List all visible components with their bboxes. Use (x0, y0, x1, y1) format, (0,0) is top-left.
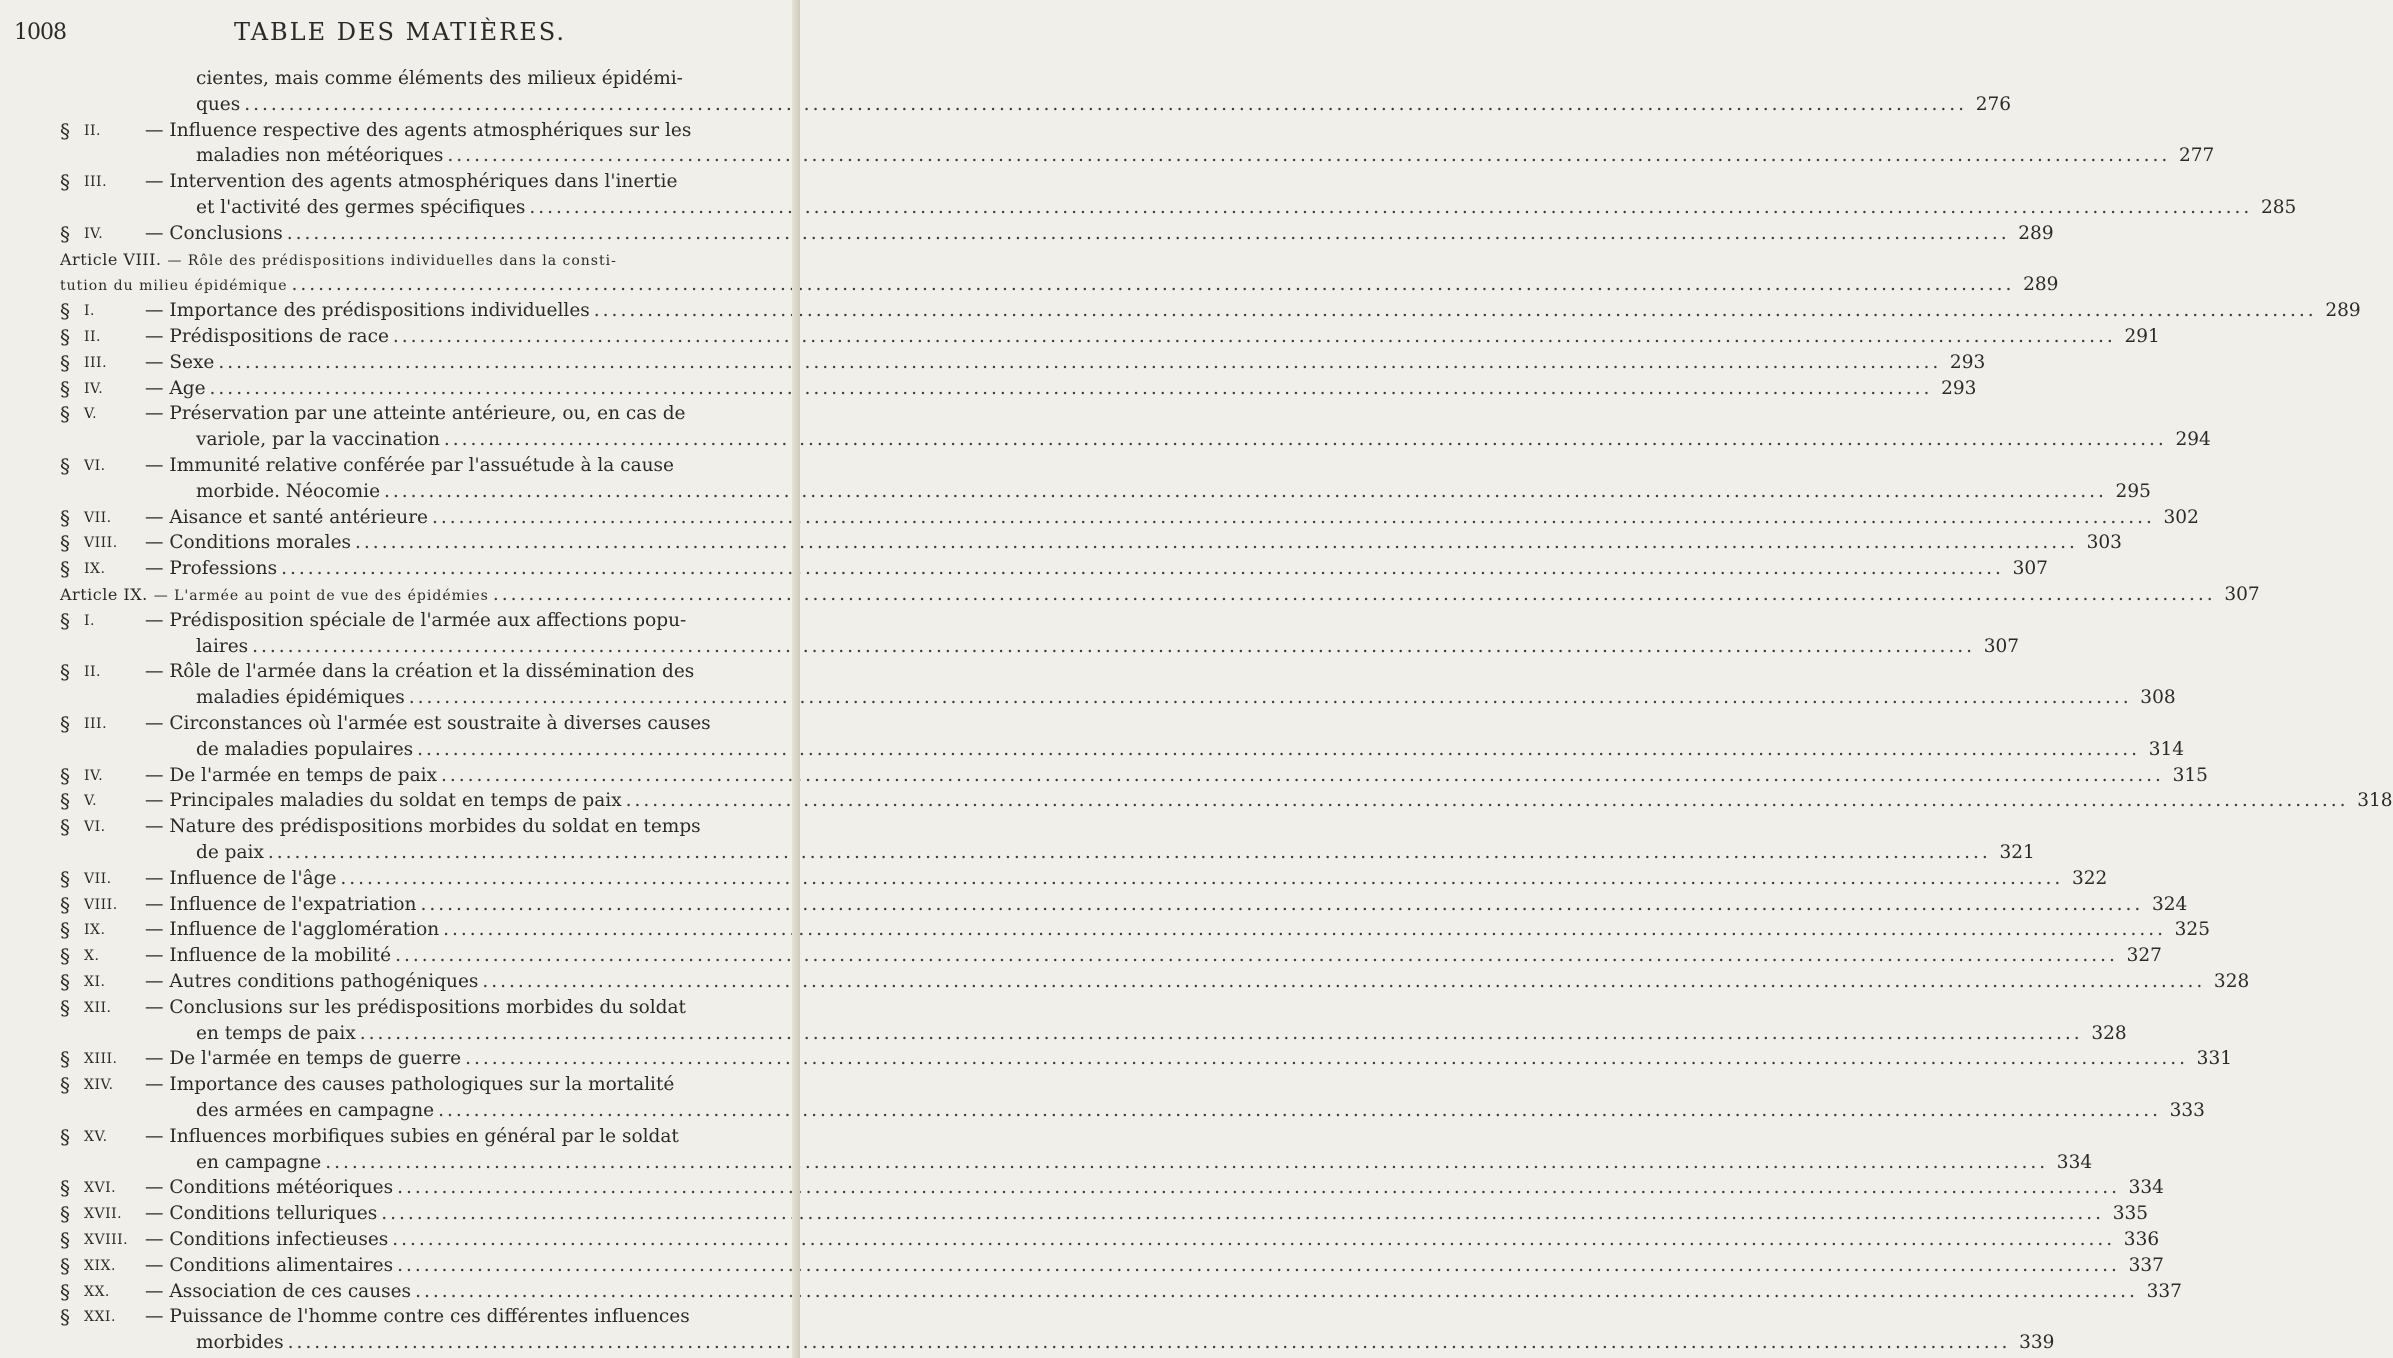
page-ref: 339 (2019, 1332, 2055, 1354)
entry-text: — Importance des causes pathologiques sur la mortalité (145, 1074, 675, 1096)
section-symbol: § (60, 918, 70, 943)
entry-text: maladies non météoriques (196, 145, 444, 167)
entry-text: en campagne (196, 1151, 322, 1173)
section-symbol: § (60, 505, 70, 530)
entry-text: et l'activité des germes spécifiques (196, 197, 526, 218)
page-ref: 307 (2224, 584, 2260, 605)
entry-text: — Intervention des agents atmosphériques dans l'inertie (145, 171, 678, 193)
entry-text: — Conditions alimentaires (145, 1254, 394, 1276)
toc-entry (0, 814, 790, 840)
dot-leader (444, 427, 2167, 453)
section-number: XI. (84, 974, 106, 990)
entry-text: morbides (196, 1332, 284, 1354)
toc-entry (0, 892, 2188, 918)
entry-text: — Autres conditions pathogéniques (145, 971, 479, 992)
dot-leader (397, 1253, 2120, 1279)
section-number: IX. (84, 561, 106, 578)
toc-entry (0, 1201, 2149, 1227)
toc-entry (0, 995, 790, 1021)
entry-text: laires (196, 635, 249, 657)
section-number: XII. (84, 999, 112, 1016)
page-ref: 327 (2126, 945, 2162, 967)
page-number: 1008 (14, 20, 66, 45)
dot-leader (441, 763, 2164, 789)
page-ref: 315 (2172, 764, 2208, 786)
section-symbol: § (60, 815, 70, 840)
section-symbol: § (60, 1253, 70, 1278)
entry-text: — Prédispositions de race (145, 326, 389, 347)
toc-entry (0, 582, 2260, 608)
dot-leader (465, 1046, 2188, 1072)
section-symbol: § (60, 1047, 70, 1072)
section-number: XV. (84, 1128, 108, 1145)
entry-text: — Aisance et santé antérieure (145, 506, 428, 528)
entry-text: variole, par la vaccination (196, 429, 440, 451)
section-number: IV. (84, 225, 104, 242)
section-number: IX. (84, 922, 106, 939)
page-ref: 293 (1949, 351, 1986, 373)
toc-entry (0, 505, 2199, 531)
section-number: III. (84, 716, 108, 732)
section-symbol: § (60, 350, 70, 375)
page-ref: 325 (2174, 919, 2210, 941)
toc-entry (0, 763, 2208, 789)
entry-text: morbide. Néocomie (196, 480, 381, 502)
section-symbol: § (60, 1124, 70, 1149)
section-number: VIII. (84, 896, 118, 913)
entry-text: maladies épidémiques (196, 687, 405, 709)
entry-text: — Influence de l'âge (145, 867, 337, 889)
dot-leader (384, 479, 2107, 505)
toc-entry (0, 401, 790, 427)
section-symbol: § (60, 1305, 70, 1330)
dot-leader (288, 1330, 2011, 1356)
section-symbol: § (60, 712, 70, 736)
toc-entry (0, 298, 2361, 324)
section-symbol: § (60, 892, 70, 917)
toc-entry (0, 247, 790, 273)
entry-text: — De l'armée en temps de paix (145, 764, 438, 786)
toc-entry (0, 1150, 2093, 1176)
section-symbol: § (60, 1279, 70, 1304)
section-number: XX. (84, 1283, 110, 1300)
page-ref: 337 (2146, 1280, 2182, 1302)
section-number: I. (84, 303, 95, 320)
section-number: II. (84, 329, 102, 345)
dot-leader (493, 582, 2216, 608)
section-symbol: § (60, 325, 70, 349)
page-ref: 331 (2196, 1048, 2232, 1070)
entry-text: — Conditions telluriques (145, 1203, 378, 1225)
dot-leader (218, 350, 1941, 376)
section-number: X. (84, 948, 100, 965)
entry-text: — Influence de l'agglomération (145, 919, 440, 941)
section-symbol: § (60, 299, 70, 324)
page-ref: 318 (2357, 790, 2393, 812)
section-symbol: § (60, 866, 70, 891)
entry-text: cientes, mais comme éléments des milieux épidémi- (196, 68, 683, 89)
dot-leader (432, 505, 2155, 531)
section-symbol: § (60, 557, 70, 582)
toc-entry (0, 917, 2210, 943)
entry-text: — Professions (145, 558, 278, 580)
section-symbol: § (60, 995, 70, 1020)
dot-leader (252, 634, 1975, 660)
section-number: IV. (84, 767, 104, 784)
dot-leader (594, 298, 2317, 324)
entry-text: — Immunité relative conférée par l'assuétude à la cause (145, 455, 674, 476)
section-symbol: § (60, 763, 70, 788)
section-symbol: § (60, 221, 70, 246)
page-ref: 291 (2124, 326, 2160, 347)
section-number: III. (84, 354, 108, 371)
toc-entry (0, 118, 790, 144)
section-number: VII. (84, 509, 112, 526)
entry-text: de paix (196, 842, 264, 863)
dot-leader (287, 221, 2010, 247)
section-number: V. (84, 406, 98, 423)
entry-text: — Influence de l'expatriation (145, 893, 417, 915)
dot-leader (393, 324, 2116, 350)
page-ref: 322 (2071, 867, 2108, 889)
section-symbol: § (60, 376, 70, 401)
dot-leader (360, 1021, 2083, 1047)
page-ref: 293 (1941, 377, 1977, 399)
toc-entry (0, 711, 790, 737)
toc-entry (0, 376, 1977, 402)
page-ref: 308 (2140, 687, 2176, 709)
toc-entry (0, 530, 2122, 556)
dot-leader (340, 866, 2063, 892)
toc-entry (0, 324, 2160, 350)
dot-leader (409, 685, 2132, 711)
toc-entry (0, 737, 2185, 763)
dot-leader (292, 272, 2015, 298)
toc-entry (0, 634, 2019, 660)
section-symbol: § (60, 660, 70, 685)
entry-text: — Rôle des prédispositions individuelles dans la consti- (167, 252, 617, 269)
toc-entry (0, 969, 2250, 995)
section-number: II. (84, 122, 102, 139)
section-number: VIII. (84, 535, 118, 552)
dot-leader (626, 788, 2349, 814)
page-ref: 277 (2178, 145, 2215, 167)
section-number: I. (84, 612, 95, 629)
toc-entry (0, 272, 2059, 298)
entry-text: — Conclusions (145, 222, 283, 244)
page-ref: 321 (1999, 842, 2035, 863)
entry-text: — Importance des prédispositions individuelles (145, 300, 590, 322)
entry-text: — Conditions météoriques (145, 1177, 394, 1199)
toc-entry (0, 556, 2048, 582)
toc-entry (0, 195, 2297, 221)
section-number: XVI. (84, 1180, 117, 1197)
dot-leader (438, 1098, 2161, 1124)
toc-entry (0, 866, 2108, 892)
toc-entry (0, 169, 790, 195)
page-ref: 307 (1983, 635, 2019, 657)
entry-text: ques (196, 93, 241, 115)
toc-entry (0, 1279, 2182, 1305)
dot-leader (355, 530, 2078, 556)
section-number: XVII. (84, 1206, 123, 1223)
dot-leader (447, 143, 2170, 169)
dot-leader (529, 195, 2252, 221)
section-symbol: § (60, 1228, 70, 1252)
dot-leader (325, 1150, 2048, 1176)
entry-text: — Influence respective des agents atmosphériques sur les (145, 119, 692, 141)
toc-entry (0, 1227, 2160, 1253)
dot-leader (210, 376, 1933, 402)
entry-text: en temps de paix (196, 1022, 356, 1044)
entry-text: tution du milieu épidémique (60, 278, 288, 295)
page-ref: 314 (2148, 738, 2185, 760)
toc-entry (0, 479, 2151, 505)
page-ref: 285 (2260, 197, 2297, 218)
page-ref: 337 (2128, 1254, 2164, 1276)
entry-text: — Préservation par une atteinte antérieure, ou, en cas de (145, 403, 686, 425)
page-ref: 303 (2086, 532, 2122, 554)
toc-entry (0, 685, 2176, 711)
entry-text: — Influence de la mobilité (145, 945, 392, 967)
toc-entry (0, 453, 790, 479)
page-ref: 328 (2091, 1022, 2127, 1044)
toc-entry (0, 427, 2211, 453)
section-symbol: § (60, 118, 70, 143)
section-number: III. (84, 174, 108, 191)
dot-leader (397, 1175, 2120, 1201)
running-title: TABLE DES MATIÈRES. (234, 18, 566, 46)
toc-entry (0, 608, 790, 634)
page-ref: 307 (2012, 558, 2048, 580)
entry-text: — Age (145, 377, 206, 399)
page-edge (792, 0, 800, 1358)
section-symbol: § (60, 1176, 70, 1201)
article-label: Article IX. (60, 585, 148, 604)
dot-leader (381, 1201, 2104, 1227)
section-symbol: § (60, 170, 70, 195)
section-symbol: § (60, 402, 70, 427)
dot-leader (392, 1227, 2115, 1253)
toc-entry (0, 788, 2393, 814)
toc-entry (0, 1098, 2205, 1124)
section-number: V. (84, 793, 98, 810)
section-number: XVIII. (84, 1232, 129, 1248)
page-ref: 302 (2163, 506, 2199, 528)
entry-text: — De l'armée en temps de guerre (145, 1048, 462, 1070)
entry-text: de maladies populaires (196, 738, 414, 760)
section-symbol: § (60, 608, 70, 633)
entry-text: — Sexe (145, 351, 215, 373)
toc-entry (0, 92, 2012, 118)
dot-leader (268, 840, 1991, 866)
dot-leader (482, 969, 2205, 995)
entry-text: — Conditions infectieuses (145, 1229, 389, 1250)
section-symbol: § (60, 944, 70, 969)
section-symbol: § (60, 970, 70, 994)
section-number: XIV. (84, 1077, 114, 1094)
toc-entry (0, 221, 2054, 247)
entry-text: — Rôle de l'armée dans la création et la dissémination des (145, 661, 695, 683)
entry-text: — Nature des prédispositions morbides du soldat en temps (145, 816, 701, 838)
dot-leader (415, 1279, 2138, 1305)
entry-text: — Conditions morales (145, 532, 352, 554)
toc-entry (0, 1330, 2055, 1356)
entry-text: — Puissance de l'homme contre ces différentes influences (145, 1306, 690, 1328)
page-ref: 289 (2023, 274, 2059, 296)
dot-leader (417, 737, 2140, 763)
page-ref: 335 (2112, 1203, 2149, 1225)
toc-entry (0, 66, 790, 92)
entry-text: — L'armée au point de vue des épidémies (153, 588, 489, 604)
toc-entry (0, 350, 1986, 376)
section-symbol: § (60, 789, 70, 814)
entry-text: — Circonstances où l'armée est soustraite à diverses causes (145, 713, 711, 734)
toc-entry (0, 1175, 2164, 1201)
entry-text: — Association de ces causes (145, 1280, 412, 1302)
page-ref: 276 (1975, 93, 2012, 115)
entry-text: — Prédisposition spéciale de l'armée aux affections popu- (145, 609, 687, 631)
dot-leader (395, 943, 2118, 969)
page-ref: 336 (2123, 1229, 2160, 1250)
toc-entry (0, 1046, 2232, 1072)
page-ref: 328 (2213, 971, 2250, 992)
entry-text: des armées en campagne (196, 1100, 435, 1121)
section-symbol: § (60, 1202, 70, 1227)
page-ref: 289 (2018, 222, 2054, 244)
page-ref: 294 (2175, 429, 2211, 451)
section-number: XIII. (84, 1051, 118, 1068)
toc-entry (0, 1021, 2127, 1047)
section-symbol: § (60, 531, 70, 556)
dot-leader (281, 556, 2004, 582)
section-number: II. (84, 664, 102, 681)
dot-leader (443, 917, 2166, 943)
page-ref: 334 (2128, 1177, 2164, 1199)
page-ref: 333 (2169, 1100, 2205, 1121)
section-number: VI. (84, 819, 106, 836)
toc-entry (0, 143, 2215, 169)
section-symbol: § (60, 454, 70, 478)
toc-entry (0, 1253, 2164, 1279)
page-ref: 334 (2056, 1151, 2093, 1173)
page-ref: 324 (2152, 893, 2188, 915)
page-ref: 289 (2325, 300, 2361, 322)
section-number: IV. (84, 380, 104, 397)
toc-entry (0, 943, 2162, 969)
section-number: VII. (84, 870, 112, 887)
entry-text: — Influences morbifiques subies en général par le soldat (145, 1125, 679, 1147)
article-label: Article VIII. (60, 249, 162, 269)
toc-entry (0, 840, 2035, 866)
section-symbol: § (60, 1073, 70, 1098)
section-number: XXI. (84, 1309, 116, 1326)
toc-entry (0, 659, 790, 685)
section-number: VI. (84, 458, 106, 474)
entry-text: — Conclusions sur les prédispositions morbides du soldat (145, 996, 686, 1018)
toc-entry (0, 1072, 790, 1098)
dot-leader (244, 92, 1967, 118)
page-ref: 295 (2115, 480, 2151, 502)
entry-text: — Principales maladies du soldat en temps de paix (145, 790, 622, 812)
toc-entry (0, 1124, 790, 1150)
section-number: XIX. (84, 1257, 116, 1274)
toc-entry (0, 1304, 790, 1330)
dot-leader (420, 892, 2143, 918)
